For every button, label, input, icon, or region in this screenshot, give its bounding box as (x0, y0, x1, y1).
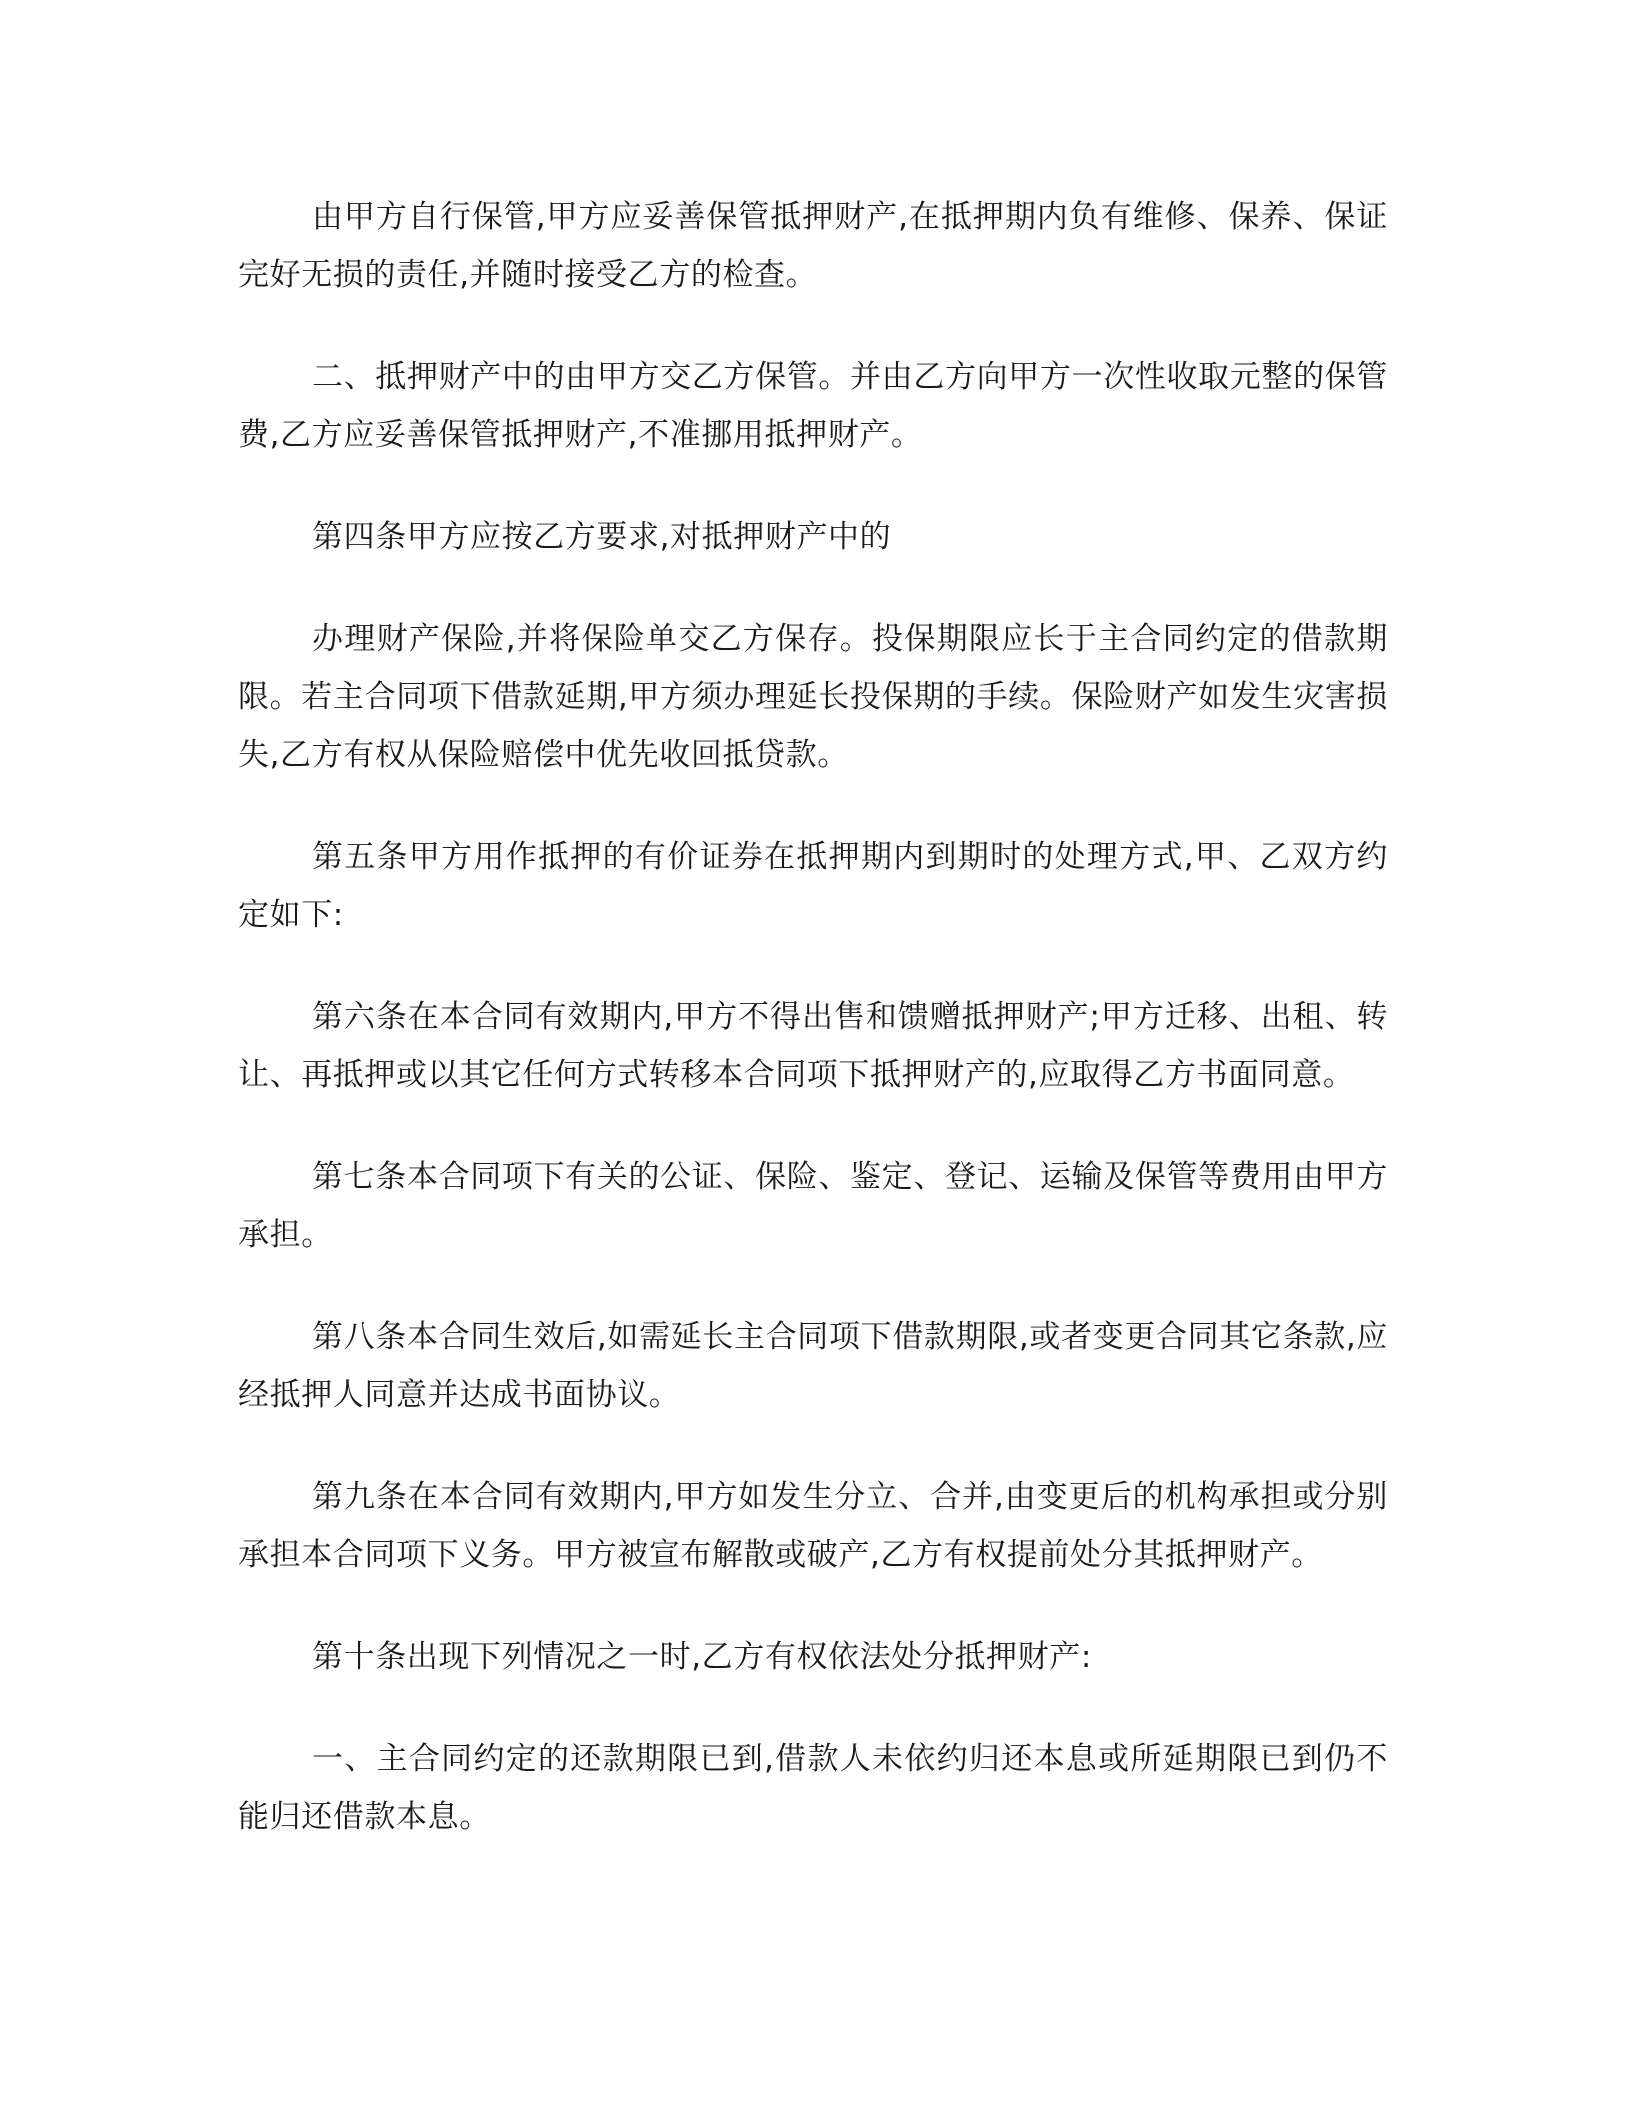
paragraph-article-9: 第九条在本合同有效期内,甲方如发生分立、合并,由变更后的机构承担或分别承担本合同项下义务。甲方被宣布解散或破产,乙方有权提前处分其抵押财产。 (238, 1479, 1388, 1573)
paragraph-custody-by-party-b: 二、抵押财产中的由甲方交乙方保管。并由乙方向甲方一次性收取元整的保管费,乙方应妥善保管抵押财产,不准挪用抵押财产。 (238, 359, 1388, 453)
paragraph-insurance: 办理财产保险,并将保险单交乙方保存。投保期限应长于主合同约定的借款期限。若主合同项下借款延期,甲方须办理延长投保期的手续。保险财产如发生灾害损失,乙方有权从保险赔偿中优先收回抵贷款。 (238, 621, 1388, 773)
paragraph-article-8: 第八条本合同生效后,如需延长主合同项下借款期限,或者变更合同其它条款,应经抵押人同意并达成书面协议。 (238, 1319, 1388, 1413)
paragraph-article-10: 第十条出现下列情况之一时,乙方有权依法处分抵押财产: (312, 1639, 1092, 1675)
paragraph-article-5: 第五条甲方用作抵押的有价证券在抵押期内到期时的处理方式,甲、乙双方约定如下: (238, 839, 1388, 933)
paragraph-clause-1: 一、主合同约定的还款期限已到,借款人未依约归还本息或所延期限已到仍不能归还借款本息。 (238, 1741, 1388, 1835)
paragraph-article-4: 第四条甲方应按乙方要求,对抵押财产中的 (312, 519, 892, 555)
paragraph-custody-by-party-a: 由甲方自行保管,甲方应妥善保管抵押财产,在抵押期内负有维修、保养、保证完好无损的责任,并随时接受乙方的检查。 (238, 199, 1388, 293)
document-body (238, 188, 1388, 1890)
paragraph-article-7: 第七条本合同项下有关的公证、保险、鉴定、登记、运输及保管等费用由甲方承担。 (238, 1159, 1388, 1253)
paragraph-article-6: 第六条在本合同有效期内,甲方不得出售和馈赠抵押财产;甲方迁移、出租、转让、再抵押或以其它任何方式转移本合同项下抵押财产的,应取得乙方书面同意。 (238, 999, 1388, 1093)
